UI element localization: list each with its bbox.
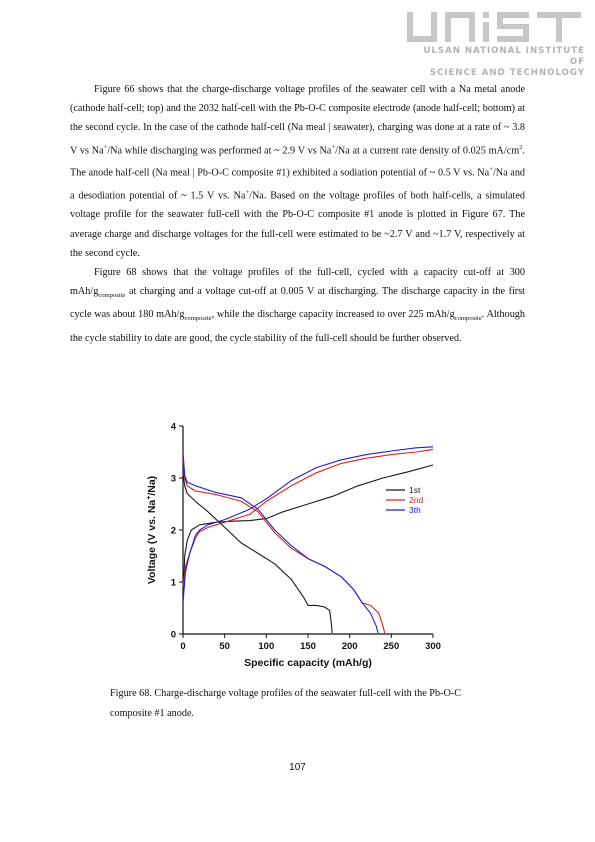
institution-line-2: SCIENCE AND TECHNOLOGY — [429, 68, 585, 78]
x-tick-label: 50 — [219, 641, 230, 652]
x-tick-label: 150 — [300, 641, 316, 652]
unist-wordmark — [405, 8, 585, 46]
x-tick-label: 300 — [425, 641, 441, 652]
series-2nd-charge-line — [183, 449, 433, 587]
y-tick-label: 2 — [170, 525, 176, 537]
y-axis-label: Voltage (V vs. Na+/Na) — [146, 475, 158, 585]
y-tick-label: 4 — [170, 421, 176, 433]
series-3th-discharge-line — [183, 452, 378, 633]
x-axis-label: Specific capacity (mAh/g) — [244, 657, 372, 669]
series-1st-charge-line — [183, 465, 433, 603]
paragraph-1: Figure 66 shows that the charge-discharge voltage profiles of the seawater cell with a Na metal anode (cathode half-cell; top) and the 2032 half-cell with the Pb-O-C composite electrode (anode half-cell; bottom) at the second cycle. In the case of the cathode half-cell (Na meal | seawater), charging was done at a rate of ~ 3.8 V vs Na+/Na while discharging was performed at ~ 2.9 V vs Na+/Na at a current rate density of 0.025 $mA/cm^2$. The anode half-cell (Na meal | Pb-O-C composite #1) exhibited a sodiation potential of ~ 0.5 V vs. Na+/Na and a desodiation potential of ~ 1.5 V vs. Na+/Na. Based on the voltage profiles of both half-cells, a simulated voltage profile for the seawater full-cell with the Pb-O-C composite #1 anode is plotted in Figure 67. The average charge and discharge voltages for the full-cell were estimated to be ~2.7 V and ~1.7 V, respectively at the second cycle. — [70, 84, 526, 259]
y-tick-label: 1 — [170, 577, 176, 589]
y-tick-label: 3 — [170, 473, 176, 485]
series-2nd-discharge-line — [183, 457, 385, 633]
figure-68 — [140, 420, 450, 675]
voltage-profile-chart — [140, 420, 450, 670]
unist-logo — [405, 8, 585, 79]
caption-line-1: Figure 68. Charge-discharge voltage profiles of the seawater full-cell with the Pb-O-C — [110, 688, 461, 699]
x-tick-label: 100 — [258, 641, 275, 652]
legend-label-3th: 3th — [409, 505, 421, 515]
page-number: 107 — [289, 762, 306, 773]
caption-line-2: composite #1 anode. — [110, 708, 195, 719]
figure-caption — [110, 684, 510, 724]
series-1st-discharge-line — [183, 473, 332, 633]
legend-label-2nd: 2nd — [409, 495, 424, 505]
x-tick-label: 0 — [180, 641, 186, 652]
y-tick-label: 0 — [170, 629, 176, 641]
series-3th-charge-line — [183, 447, 433, 603]
legend-label-1st: 1st — [409, 485, 421, 495]
paragraph-2: Figure 68 shows that the voltage profiles of the full-cell, cycled with a capacity cut-off at 300 mAh/$g_{composite}$ at charging and a voltage cut-off at 0.005 V at discharging. The discharge capacity in the first cycle was about 180 mAh/$g_{composite}$, while the discharge capacity increased to over 225 mAh/$g_{composite}$. Although the cycle stability to date are good, the cycle stability of the full-cell should be further observed. — [70, 267, 525, 344]
x-tick-label: 250 — [383, 641, 400, 652]
body-text — [70, 80, 525, 348]
institution-line-1: ULSAN NATIONAL INSTITUTE OF — [423, 46, 585, 67]
x-tick-label: 200 — [341, 641, 358, 652]
